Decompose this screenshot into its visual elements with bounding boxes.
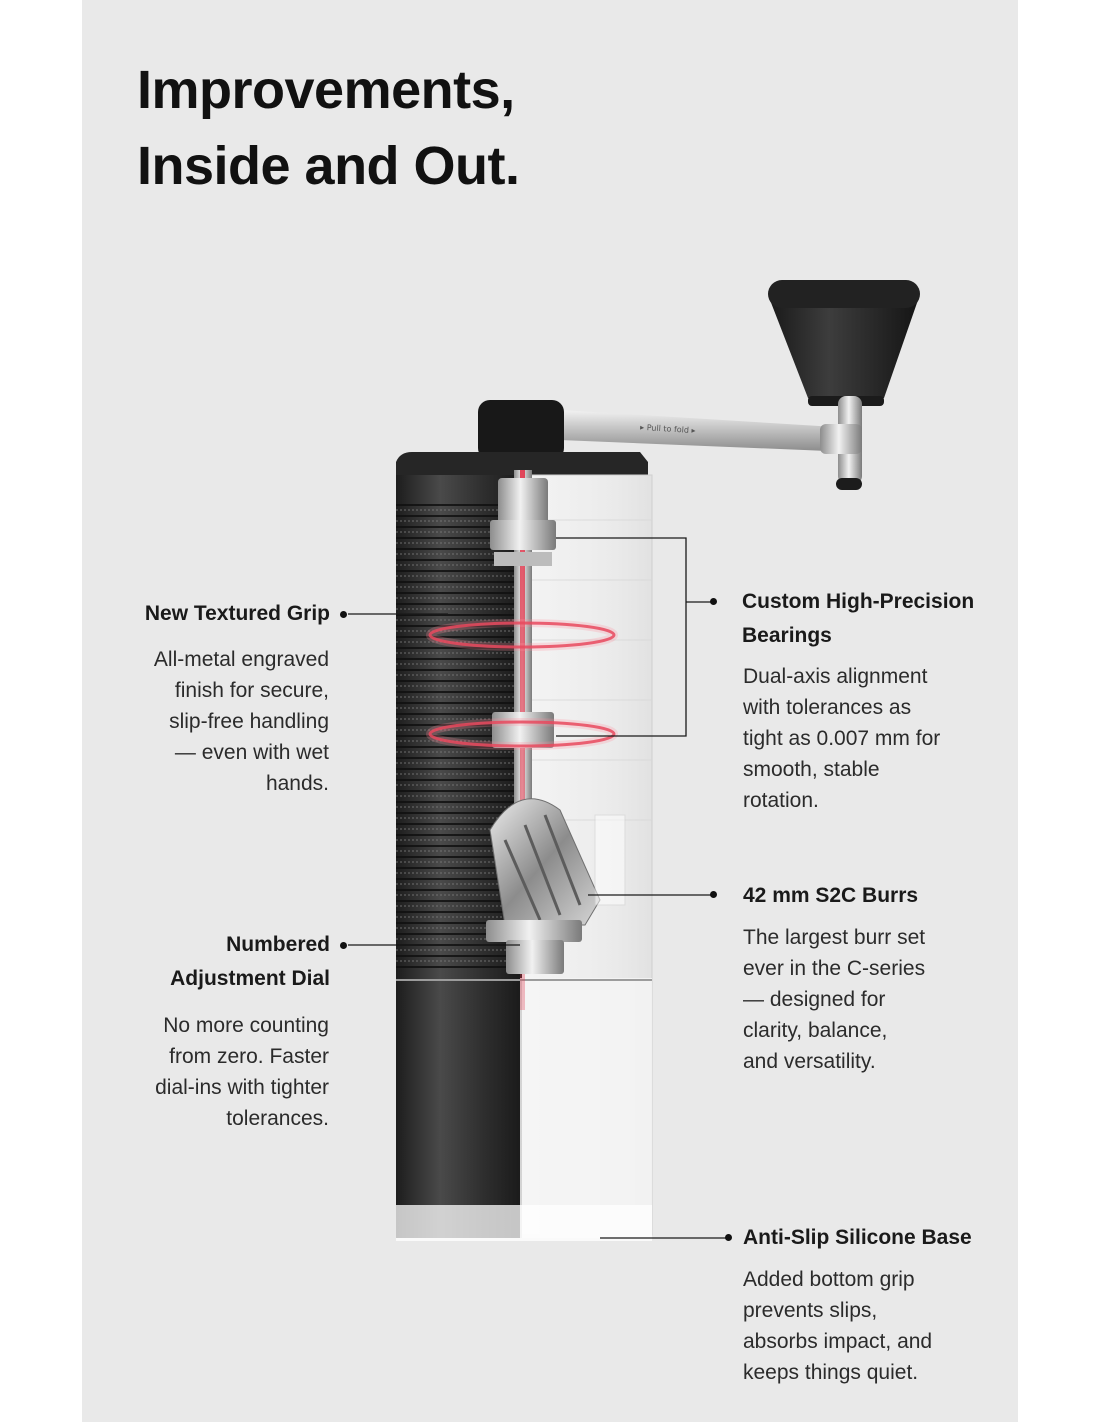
grip-description [69, 644, 329, 799]
burrs-description [743, 922, 1033, 1077]
dial-callout-dot [340, 942, 347, 949]
dial-desc-line: from zero. Faster [169, 1045, 329, 1068]
grip-callout-dot [340, 611, 347, 618]
base-desc-line: absorbs impact, and [743, 1330, 933, 1353]
headline-line-2: Inside and Out. [137, 136, 520, 196]
bearings-desc-line: tight as 0.007 mm for [743, 727, 941, 750]
bearings-desc-line: with tolerances as [743, 696, 912, 719]
bearings-description [743, 661, 1033, 816]
base-desc-line: prevents slips, [743, 1299, 878, 1322]
grip-desc-line: hands. [265, 772, 329, 795]
bearings-title-line: Bearings [742, 624, 832, 647]
base-desc-line: Added bottom grip [743, 1268, 915, 1291]
burrs-callout-dot [710, 891, 717, 898]
grip-desc-line: All-metal engraved [153, 648, 329, 671]
bearings-desc-line: smooth, stable [743, 758, 880, 781]
dial-desc-line: tolerances. [226, 1107, 329, 1130]
dial-description [69, 1010, 329, 1134]
burrs-desc-line: and versatility. [743, 1050, 876, 1073]
dial-title-line: Numbered [226, 933, 330, 956]
burrs-desc-line: The largest burr set [743, 926, 926, 949]
grip-desc-line: slip-free handling [169, 710, 329, 733]
bearings-title-line: Custom High-Precision [742, 590, 975, 613]
base-callout-dot [725, 1234, 732, 1241]
headline-line-1: Improvements, [137, 60, 515, 120]
burrs-desc-line: — designed for [743, 988, 886, 1011]
catch-cup [396, 978, 652, 1241]
dial-title [70, 928, 330, 996]
dial-desc-line: dial-ins with tighter [155, 1076, 329, 1099]
handle-knob [768, 280, 920, 406]
handle-label: ▸ Pull to fold ▸ [639, 422, 696, 436]
burrs-title: 42 mm S2C Burrs [743, 884, 919, 907]
dial-title-line: Adjustment Dial [170, 967, 330, 990]
burrs-desc-line: ever in the C-series [743, 957, 926, 980]
base-desc-line: keeps things quiet. [743, 1361, 919, 1384]
base-title: Anti-Slip Silicone Base [743, 1226, 972, 1249]
bearings-title [742, 585, 1032, 653]
grip-desc-line: finish for secure, [174, 679, 329, 702]
burrs-desc-line: clarity, balance, [743, 1019, 888, 1042]
dial-desc-line: No more counting [163, 1014, 329, 1037]
bearings-desc-line: Dual-axis alignment [743, 665, 928, 688]
bearings-callout-dot [710, 598, 717, 605]
top-nut [478, 400, 564, 460]
crank-arm [560, 410, 862, 454]
grip-title: New Textured Grip [144, 602, 330, 625]
base-description [743, 1264, 1043, 1388]
grip-desc-line: — even with wet [174, 741, 329, 764]
bearings-desc-line: rotation. [743, 789, 819, 812]
